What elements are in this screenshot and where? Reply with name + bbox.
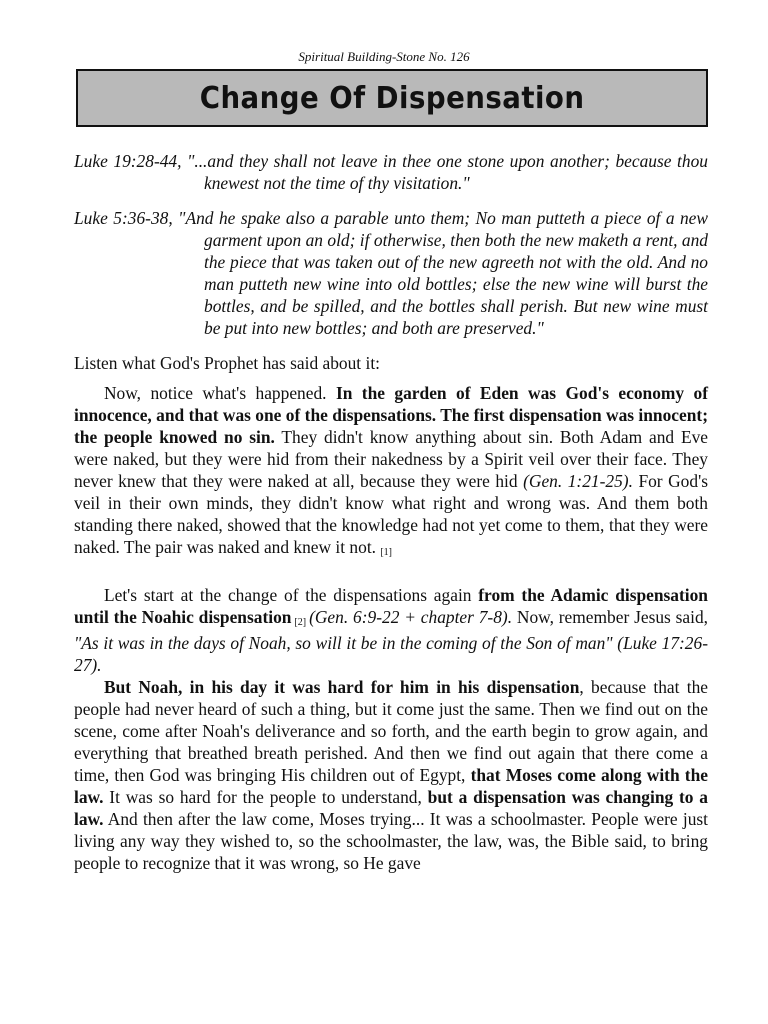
- bold-text-run: that Moses come along with the law.: [74, 765, 708, 807]
- quote-reference: Luke 19:28-44,: [74, 151, 182, 171]
- running-header: Spiritual Building-Stone No. 126: [298, 49, 470, 64]
- text-run: , because that the people had never heard of such a thing, but it come just the same. Then we find out on the scene, come after Noah's deliverance and so forth, and the earth begin to grow again, and everything that breathed breath perished. And then we find out again that there come a time, then God was bringing His children out of Egypt,: [74, 677, 708, 785]
- title-banner: [76, 69, 708, 127]
- citation: (Gen. 6:9-22 + chapter 7-8).: [309, 607, 513, 627]
- scripture-quote: [74, 150, 708, 194]
- footnote-marker: [2]: [291, 617, 310, 628]
- scripture-quote: [74, 207, 708, 339]
- text-run: They didn't know anything about sin. Both Adam and Eve were naked, but they were hid from their nakedness by a Spirit veil over their face. They never knew that they were naked at all, because they were hid: [74, 427, 708, 491]
- text-run: And then after the law come, Moses trying... It was a schoolmaster. People were just living any way they wished to, so the schoolmaster, the law, was, the Bible said, to bring people to recognize that it was wrong, so He gave: [74, 809, 708, 873]
- citation: (Gen. 1:21-25).: [523, 471, 633, 491]
- text-run: It was so hard for the people to understand,: [103, 787, 428, 807]
- text-run: Let's start at the change of the dispensations again: [104, 585, 479, 605]
- paragraph-gap: [74, 562, 708, 584]
- paragraph: [74, 584, 708, 676]
- intro-line: Listen what God's Prophet has said about it:: [74, 353, 380, 373]
- bold-text-run: but a dispensation was changing to a law.: [74, 787, 708, 829]
- quoted-scripture: "As it was in the days of Noah, so will it be in the coming of the Son of man" (Luke 17:26-27).: [74, 633, 708, 675]
- text-run: Now, notice what's happened.: [104, 383, 336, 403]
- paragraph: [74, 676, 708, 874]
- text-run: For God's veil in their own minds, they didn't know what right and wrong was. And them both standing there naked, showed that the knowledge had not yet come to them, that they were naked. The pair was naked and knew it not.: [74, 471, 708, 557]
- document-body: [74, 150, 708, 874]
- page-title: Change Of Dispensation: [199, 80, 585, 116]
- text-run: Now, remember Jesus said,: [512, 607, 708, 627]
- bold-text-run: In the garden of Eden was God's economy of innocence, and that was one of the dispensations. The first dispensation was innocent; the people knowed no sin.: [74, 383, 708, 447]
- quote-text: "...and they shall not leave in thee one stone upon another; because thou knewest not the time of thy visitation.": [187, 151, 708, 193]
- bold-text-run: But Noah, in his day it was hard for him in his dispensation: [104, 677, 580, 697]
- quote-text: "And he spake also a parable unto them; No man putteth a piece of a new garment upon an old; if otherwise, then both the new maketh a rent, and the piece that was taken out of the new agreeth not with the old. And no man putteth new wine into old bottles; else the new wine will burst the bottles, and be spilled, and the bottles shall perish. But new wine must be put into new bottles; and both are preserved.": [178, 208, 709, 338]
- footnote-marker: [1]: [380, 547, 393, 558]
- quote-reference: Luke 5:36-38,: [74, 208, 173, 228]
- bold-text-run: from the Adamic dispensation until the Noahic dispensation: [74, 585, 708, 627]
- paragraph: [74, 382, 708, 562]
